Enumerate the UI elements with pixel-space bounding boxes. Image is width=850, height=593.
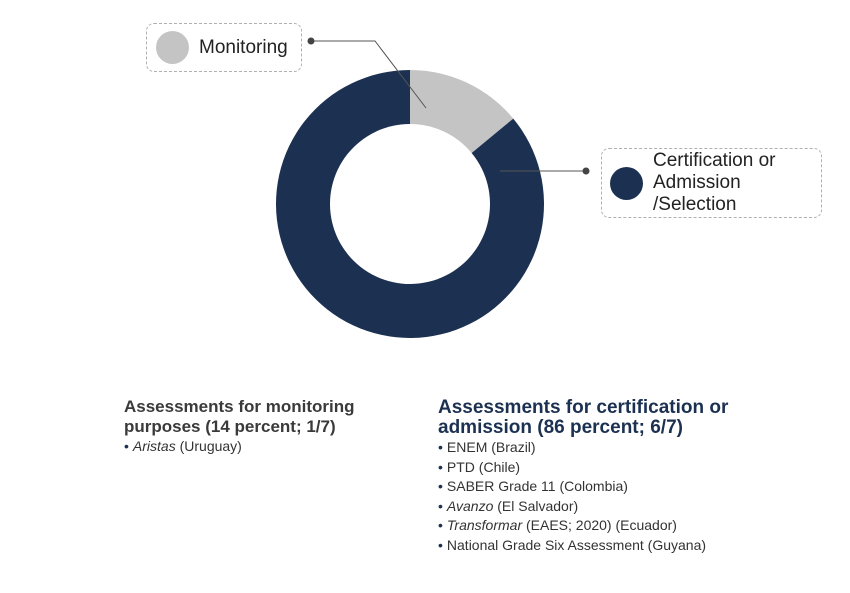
certification-assessment-item [438, 516, 768, 536]
bullet-icon: • [438, 536, 443, 553]
legend-label-monitoring: Monitoring [199, 36, 288, 58]
certification-assessments-group [438, 398, 768, 555]
certification-group-title: Assessments for certification or admission (86 percent; 6/7) [438, 397, 729, 438]
assessment-detail: ENEM (Brazil) [446, 439, 536, 455]
legend-swatch-monitoring [156, 31, 189, 64]
certification-assessment-item [438, 458, 768, 478]
leader-line-monitoring-dot [308, 38, 315, 45]
assessment-name: Aristas [132, 438, 176, 454]
bullet-icon: • [438, 478, 443, 494]
monitoring-assessment-item [124, 437, 394, 457]
monitoring-group-title: Assessments for monitoring purposes (14 percent; 1/7) [124, 397, 355, 436]
assessment-detail: SABER Grade 11 (Colombia) [446, 478, 628, 494]
monitoring-assessments-group [124, 397, 394, 457]
assessment-detail: (El Salvador) [493, 497, 579, 514]
bullet-icon: • [438, 439, 443, 455]
assessment-detail: (EAES; 2020) (Ecuador) [522, 517, 677, 533]
certification-assessment-item [438, 536, 768, 556]
certification-assessments-list [438, 438, 768, 555]
assessment-name: Transformar [446, 517, 523, 533]
legend-swatch-certification [610, 167, 643, 200]
legend-label-certification: Certification or Admission /Selection [653, 150, 776, 215]
assessment-detail: PTD (Chile) [446, 458, 521, 475]
bullet-icon: • [124, 438, 129, 454]
assessment-detail: (Uruguay) [175, 438, 242, 454]
certification-assessment-item [438, 438, 768, 458]
certification-assessment-item [438, 497, 768, 517]
assessment-name: Avanzo [446, 497, 494, 514]
bullet-icon: • [438, 458, 443, 475]
monitoring-assessments-list [124, 437, 394, 457]
leader-line-certification-dot [583, 168, 590, 175]
legend-certification [601, 148, 822, 218]
bullet-icon: • [438, 497, 443, 514]
assessment-detail: National Grade Six Assessment (Guyana) [446, 536, 707, 553]
legend-monitoring [146, 23, 302, 72]
bullet-icon: • [438, 517, 443, 533]
certification-assessment-item [438, 477, 768, 497]
